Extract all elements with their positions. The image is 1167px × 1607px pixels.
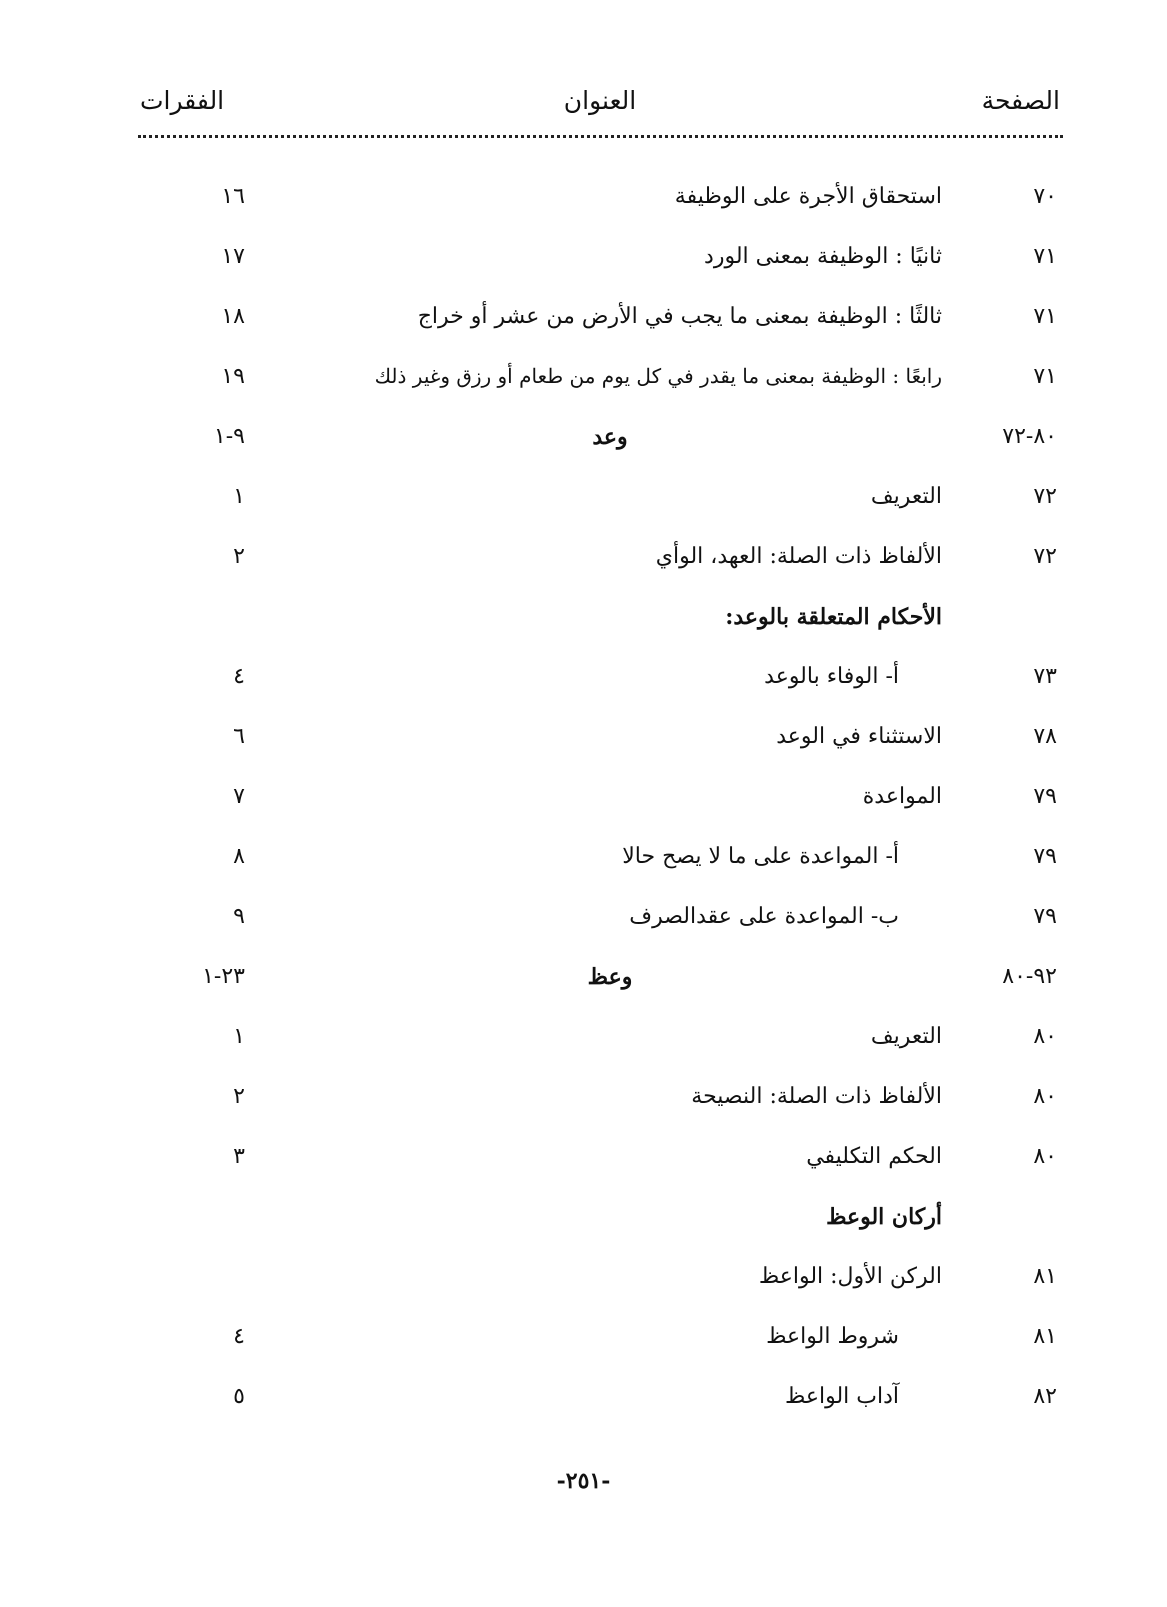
entry-title: ثانيًا : الوظيفة بمعنى الورد [704, 244, 942, 269]
entry-paragraphs: ٥ [233, 1384, 245, 1409]
index-subheading [0, 596, 1167, 656]
entry-page: ٧٠ [1033, 184, 1057, 209]
header-page-label: الصفحة [981, 86, 1060, 115]
entry-title: أ- الوفاء بالوعد [764, 664, 899, 689]
index-entry [0, 776, 1167, 836]
entry-page: ٧٩ [1033, 904, 1057, 929]
index-entry [0, 536, 1167, 596]
entry-title: رابعًا : الوظيفة بمعنى ما يقدر في كل يوم من طعام أو رزق وغير ذلك [374, 364, 942, 388]
index-entry [0, 836, 1167, 896]
page-number: -٢٥١- [556, 1468, 611, 1494]
entry-page: ٧٩ [1033, 784, 1057, 809]
index-entry [0, 1136, 1167, 1196]
index-entry [0, 476, 1167, 536]
entry-title: التعريف [870, 1024, 942, 1049]
entry-title: الألفاظ ذات الصلة: العهد، الوأي [655, 544, 942, 569]
index-entry [0, 1016, 1167, 1076]
entry-page: ٧٩ [1033, 844, 1057, 869]
entry-title: ب- المواعدة على عقدالصرف [629, 904, 899, 929]
entry-paragraphs: ٤ [233, 1324, 245, 1349]
entry-paragraphs: ١٦ [221, 184, 245, 209]
entry-paragraphs: ١ [233, 484, 245, 509]
entry-paragraphs: ٣ [233, 1144, 245, 1169]
entry-paragraphs: ٦ [233, 724, 245, 749]
header-dotted-divider [138, 135, 1063, 138]
entry-page: ٧٢ [1033, 484, 1057, 509]
entry-paragraphs: ١٩ [221, 364, 245, 389]
entry-page: ٧٣ [1033, 664, 1057, 689]
entry-paragraphs: ١ [233, 1024, 245, 1049]
entry-title: الركن الأول: الواعظ [758, 1264, 942, 1289]
entry-title: التعريف [870, 484, 942, 509]
entry-paragraphs: ٧ [233, 784, 245, 809]
index-entry-heading [0, 416, 1167, 476]
entry-page: ٨٢ [1033, 1384, 1057, 1409]
entry-title: الأحكام المتعلقة بالوعد: [725, 604, 942, 630]
entry-title: استحقاق الأجرة على الوظيفة [674, 184, 942, 209]
entry-paragraphs: ٨ [233, 844, 245, 869]
index-entry [0, 236, 1167, 296]
entry-page-range: ٩٢-٨٠ [1002, 964, 1057, 989]
index-subheading [0, 1196, 1167, 1256]
entry-page: ٨٠ [1033, 1024, 1057, 1049]
entry-paragraphs: ٢ [233, 1084, 245, 1109]
entry-paragraphs: ١٨ [221, 304, 245, 329]
entry-paragraphs: ٩ [233, 904, 245, 929]
index-entry [0, 1256, 1167, 1316]
entry-title: وعد [592, 424, 628, 450]
header-paragraphs-label: الفقرات [140, 86, 225, 115]
entry-paragraph-range: ٢٣-١ [202, 964, 245, 989]
entry-page: ٧٨ [1033, 724, 1057, 749]
entry-paragraphs: ٢ [233, 544, 245, 569]
entry-title: ثالثًا : الوظيفة بمعنى ما يجب في الأرض من عشر أو خراج [417, 304, 942, 329]
index-entry [0, 1316, 1167, 1376]
entry-paragraphs: ١٧ [221, 244, 245, 269]
entry-title: آداب الواعظ [784, 1384, 899, 1409]
entry-title: أ- المواعدة على ما لا يصح حالا [622, 844, 899, 869]
index-entry [0, 176, 1167, 236]
entry-title: الحكم التكليفي [806, 1144, 942, 1169]
entry-page: ٨٠ [1033, 1144, 1057, 1169]
index-entry-heading [0, 956, 1167, 1016]
entry-page: ٧١ [1033, 304, 1057, 329]
index-entries [0, 176, 1167, 1436]
header-title-label: العنوان [563, 86, 637, 115]
entry-page: ٧٢ [1033, 544, 1057, 569]
index-entry [0, 896, 1167, 956]
entry-page: ٨٠ [1033, 1084, 1057, 1109]
entry-page: ٨١ [1033, 1324, 1057, 1349]
entry-title: الألفاظ ذات الصلة: النصيحة [691, 1084, 942, 1109]
entry-paragraph-range: ٩-١ [213, 424, 245, 449]
entry-paragraphs: ٤ [233, 664, 245, 689]
index-entry [0, 296, 1167, 356]
entry-title: المواعدة [862, 784, 942, 809]
entry-title: وعظ [587, 964, 633, 990]
index-entry [0, 1076, 1167, 1136]
entry-page: ٨١ [1033, 1264, 1057, 1289]
entry-title: أركان الوعظ [826, 1204, 942, 1230]
table-header [140, 86, 1060, 126]
entry-page-range: ٨٠-٧٢ [1002, 424, 1057, 449]
index-entry [0, 1376, 1167, 1436]
entry-title: شروط الواعظ [766, 1324, 899, 1349]
entry-title: الاستثناء في الوعد [776, 724, 942, 749]
index-entry [0, 356, 1167, 416]
entry-page: ٧١ [1033, 244, 1057, 269]
index-entry [0, 656, 1167, 716]
entry-page: ٧١ [1033, 364, 1057, 389]
index-entry [0, 716, 1167, 776]
